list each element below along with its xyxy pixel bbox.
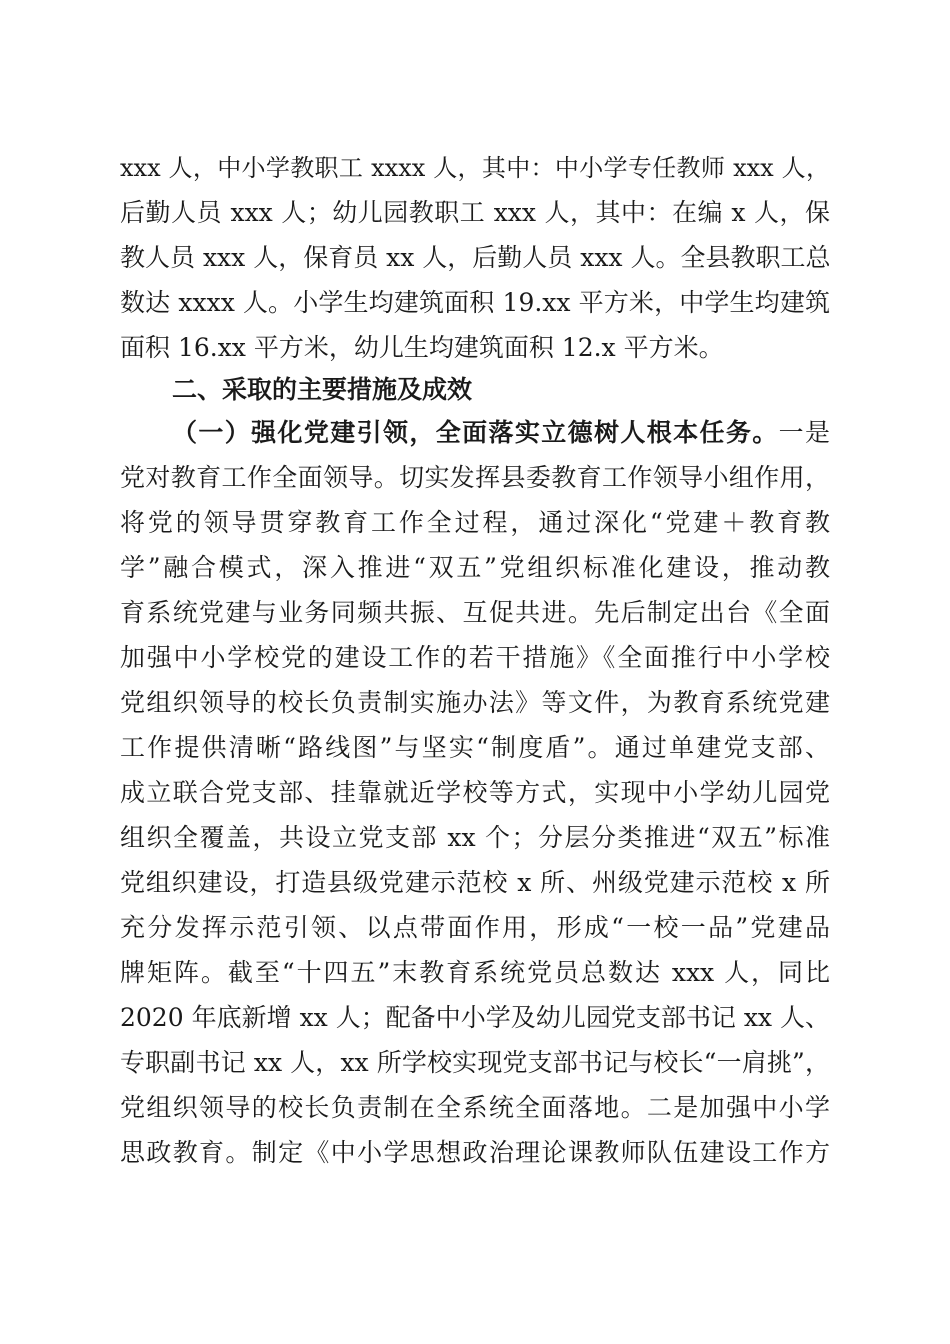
paragraph-lead-bold: （一）强化党建引领，全面落实立德树人根本任务。 <box>172 418 779 447</box>
text-line: 教人员 xxx 人，保育员 xx 人，后勤人员 xxx 人。全县教职工总 <box>120 243 830 272</box>
text-line: 学”融合模式，深入推进“双五”党组织标准化建设，推动教 <box>120 553 830 582</box>
text-line: 面积 16.xx 平方米，幼儿生均建筑面积 12.x 平方米。 <box>120 333 724 362</box>
text-line: 党组织领导的校长负责制实施办法》等文件，为教育系统党建 <box>120 688 830 717</box>
text-line: 专职副书记 xx 人，xx 所学校实现党支部书记与校长“一肩挑”， <box>120 1048 830 1077</box>
text-line: 党组织建设，打造县级党建示范校 x 所、州级党建示范校 x 所 <box>120 868 830 897</box>
text-line: 工作提供清晰“路线图”与坚实“制度盾”。通过单建党支部、 <box>120 733 830 762</box>
text-line: 将党的领导贯穿教育工作全过程，通过深化“党建＋教育教 <box>120 508 830 537</box>
text-line: 育系统党建与业务同频共振、互促共进。先后制定出台《全面 <box>120 598 830 627</box>
text-line: 党对教育工作全面领导。切实发挥县委教育工作领导小组作用， <box>120 463 830 492</box>
paragraph-lead-rest: 一是 <box>778 418 830 447</box>
text-line: 成立联合党支部、挂靠就近学校等方式，实现中小学幼儿园党 <box>120 778 830 807</box>
text-line: 牌矩阵。截至“十四五”末教育系统党员总数达 xxx 人，同比 <box>120 958 830 987</box>
text-line: 数达 xxxx 人。小学生均建筑面积 19.xx 平方米，中学生均建筑 <box>120 288 830 317</box>
text-line: 加强中小学校党的建设工作的若干措施》《全面推行中小学校 <box>120 643 830 672</box>
text-line: 后勤人员 xxx 人；幼儿园教职工 xxx 人，其中：在编 x 人，保 <box>120 198 830 227</box>
text-line: 充分发挥示范引领、以点带面作用，形成“一校一品”党建品 <box>120 913 830 942</box>
text-line: 组织全覆盖，共设立党支部 xx 个；分层分类推进“双五”标准 <box>120 823 830 852</box>
text-line: xxx 人，中小学教职工 xxxx 人，其中：中小学专任教师 xxx 人， <box>120 154 830 182</box>
text-line: 2020 年底新增 xx 人；配备中小学及幼儿园党支部书记 xx 人、 <box>120 1003 830 1032</box>
paragraph-first-line <box>172 409 830 457</box>
text-line: 党组织领导的校长负责制在全系统全面落地。二是加强中小学 <box>120 1093 830 1122</box>
text-line: 思政教育。制定《中小学思想政治理论课教师队伍建设工作方 <box>120 1138 830 1167</box>
section-heading: 二、采取的主要措施及成效 <box>172 375 473 404</box>
